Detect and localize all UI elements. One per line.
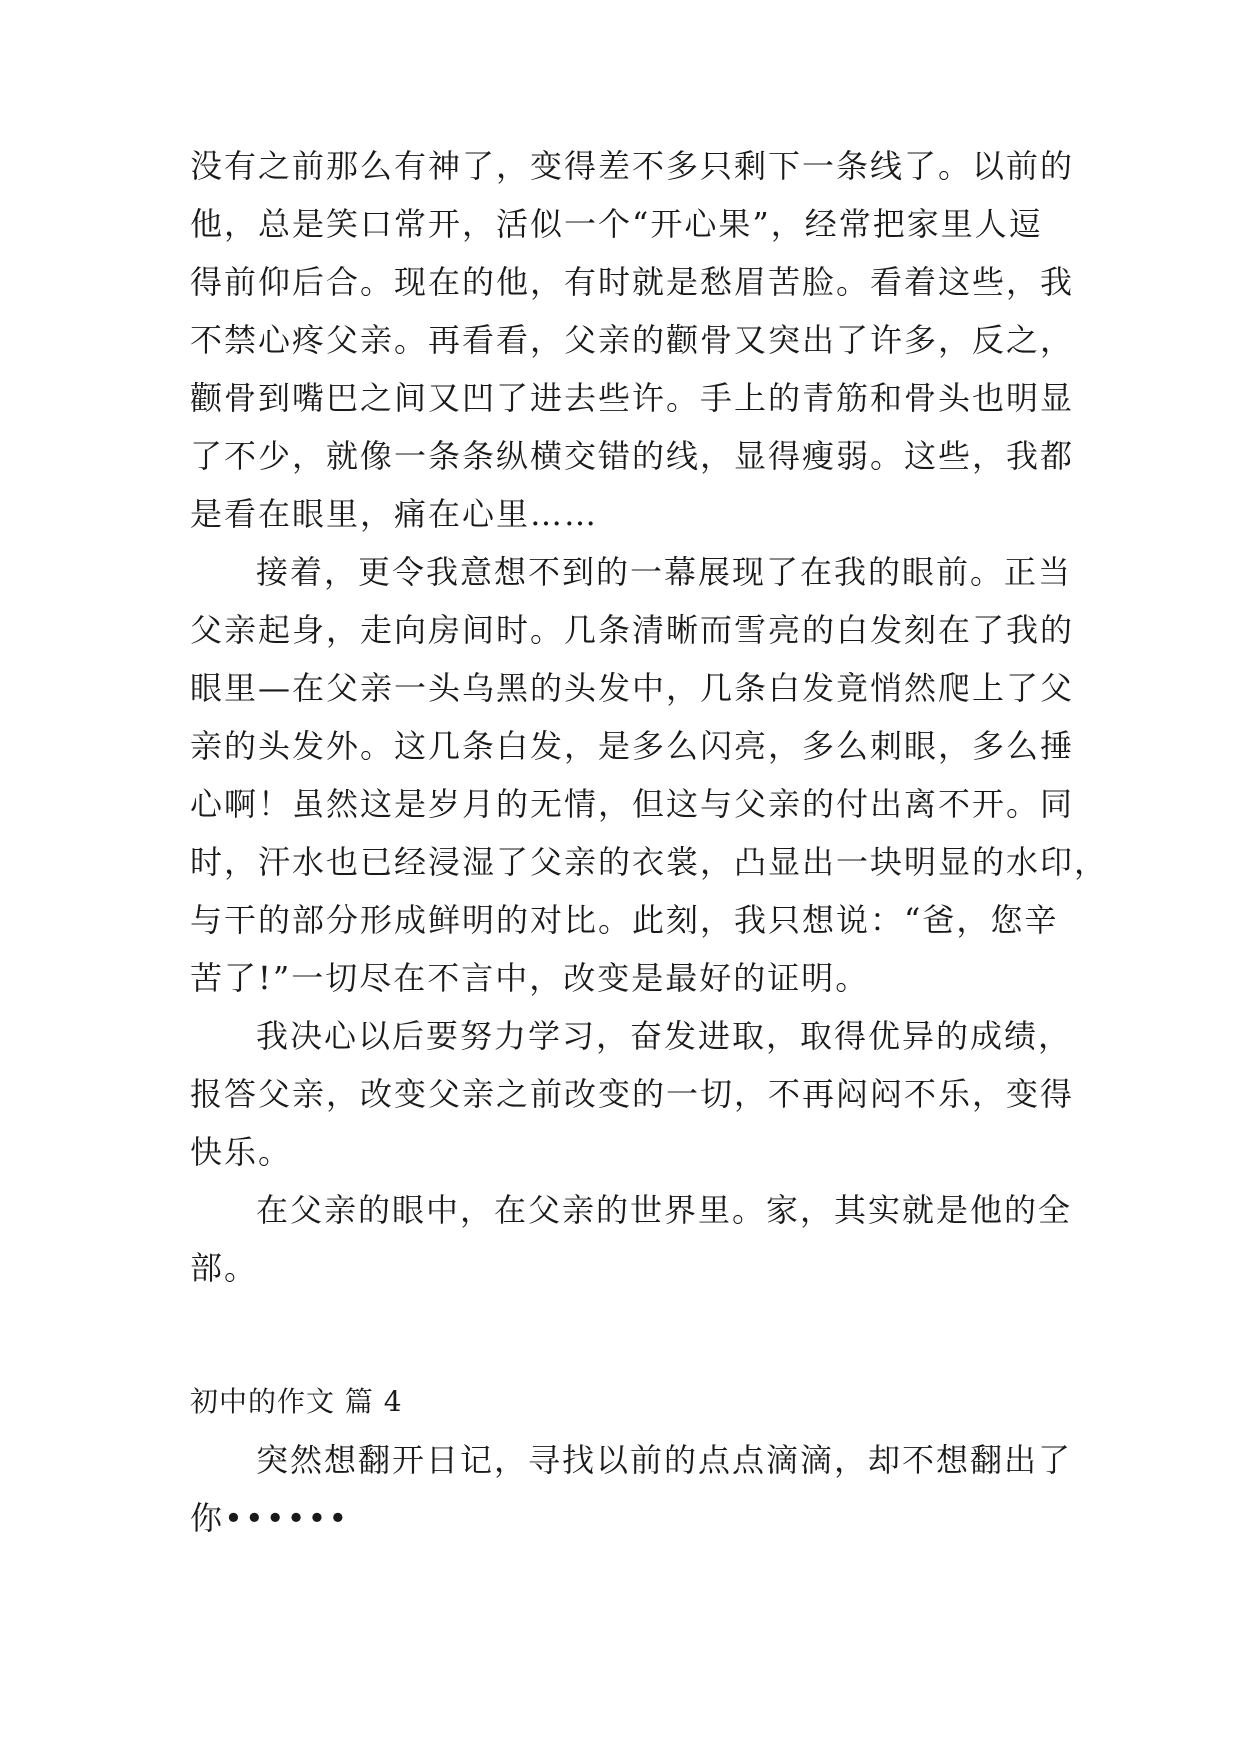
final-paragraph-line-2: 你•••••• xyxy=(190,1499,350,1537)
paragraph-2-line-2: 父亲起身，走向房间时。几条清晰而雪亮的白发刻在了我的 xyxy=(190,611,1075,649)
paragraph-1-line-3: 得前仰后合。现在的他，有时就是愁眉苦脸。看着这些，我 xyxy=(190,263,1075,301)
paragraph-1-line-7: 是看在眼里，痛在心里…… xyxy=(190,495,599,533)
paragraph-2-line-3: 眼里—在父亲一头乌黑的头发中，几条白发竟悄然爬上了父 xyxy=(190,669,1075,707)
paragraph-1-line-2: 他，总是笑口常开，活似一个“开心果”，经常把家里人逗 xyxy=(190,205,1043,243)
paragraph-3-line-2: 报答父亲，改变父亲之前改变的一切，不再闷闷不乐，变得 xyxy=(190,1075,1075,1113)
section-heading: 初中的作文 篇 4 xyxy=(190,1385,403,1418)
paragraph-2-line-6: 时，汗水也已经浸湿了父亲的衣裳，凸显出一块明显的水印， xyxy=(190,843,1109,881)
paragraph-2-line-8: 苦了!”一切尽在不言中，改变是最好的证明。 xyxy=(190,959,870,997)
paragraph-4-line-2: 部。 xyxy=(190,1249,259,1287)
final-paragraph-line-1: 突然想翻开日记，寻找以前的点点滴滴，却不想翻出了 xyxy=(256,1441,1073,1479)
paragraph-2-line-7: 与干的部分形成鲜明的对比。此刻，我只想说：“爸，您辛 xyxy=(190,901,1059,939)
paragraph-1-line-4: 不禁心疼父亲。再看看，父亲的颧骨又突出了许多，反之， xyxy=(190,321,1075,359)
paragraph-1-line-5: 颧骨到嘴巴之间又凹了进去些许。手上的青筋和骨头也明显 xyxy=(190,379,1075,417)
paragraph-2-line-5: 心啊！虽然这是岁月的无情，但这与父亲的付出离不开。同 xyxy=(190,785,1075,823)
paragraph-1-line-1: 没有之前那么有神了，变得差不多只剩下一条线了。以前的 xyxy=(190,147,1075,185)
paragraph-2-line-1: 接着，更令我意想不到的一幕展现了在我的眼前。正当 xyxy=(256,553,1073,591)
paragraph-1-line-6: 了不少，就像一条条纵横交错的线，显得瘦弱。这些，我都 xyxy=(190,437,1075,475)
paragraph-3-line-3: 快乐。 xyxy=(190,1133,293,1171)
paragraph-3-line-1: 我决心以后要努力学习，奋发进取，取得优异的成绩， xyxy=(256,1017,1073,1055)
paragraph-2-line-4: 亲的头发外。这几条白发，是多么闪亮，多么刺眼，多么捶 xyxy=(190,727,1075,765)
paragraph-4-line-1: 在父亲的眼中，在父亲的世界里。家，其实就是他的全 xyxy=(256,1191,1073,1229)
